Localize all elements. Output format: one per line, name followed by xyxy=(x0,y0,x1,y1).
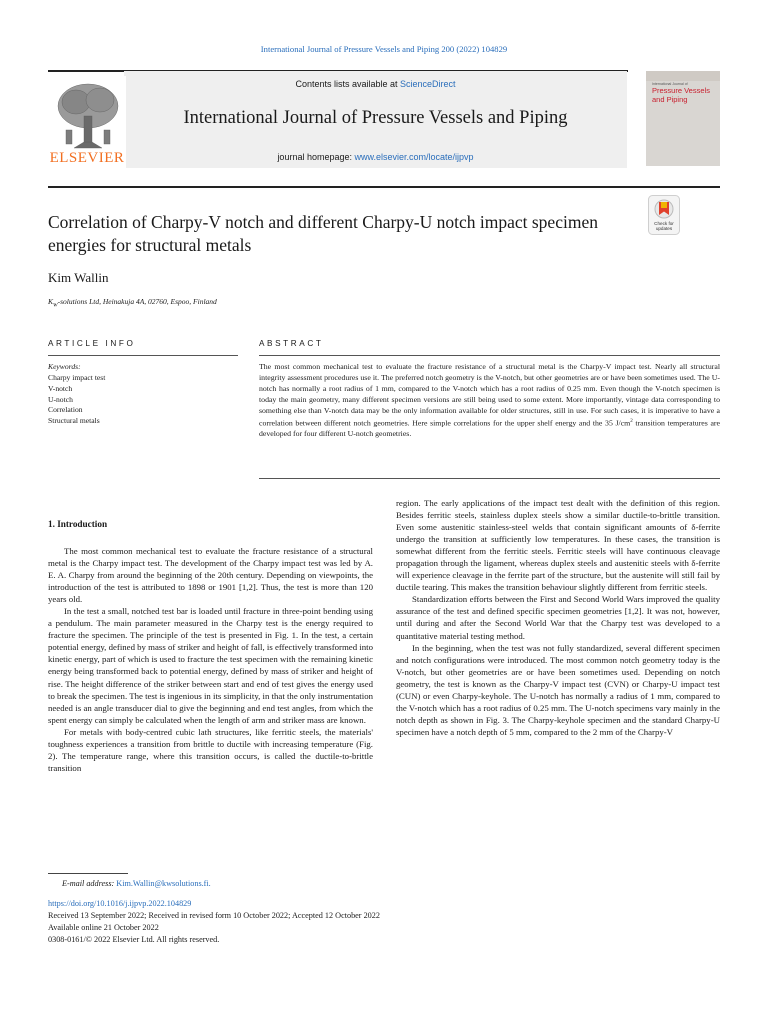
body-paragraph: The most common mechanical test to evaluate the fracture resistance of a structural metal is the Charpy impact test. The development of the Charpy impact test was led by A. E. A. Charpy from around the beginning of the 20th century. Depending on viewpoints, the introduction of the test is attributed to 1898 or 1901 [1,2]. Thus, the test is more than 120 years old. xyxy=(48,546,373,605)
footnote-rule xyxy=(48,873,128,874)
contents-prefix: Contents lists available at xyxy=(295,79,401,89)
body-right-column xyxy=(396,497,720,738)
keyword-item: Structural metals xyxy=(48,416,100,426)
introduction-heading: 1. Introduction xyxy=(48,519,108,529)
author-affiliation xyxy=(48,297,217,309)
abstract-text xyxy=(259,362,720,440)
journal-cover-thumbnail[interactable] xyxy=(646,71,720,166)
keyword-item: Correlation xyxy=(48,405,83,415)
abstract-rule xyxy=(259,355,720,356)
abstract-bottom-rule xyxy=(259,478,720,479)
header-bottom-rule xyxy=(48,186,720,188)
author-name[interactable]: Kim Wallin xyxy=(48,270,109,285)
keywords-label: Keywords: xyxy=(48,362,81,371)
abstract-body: The most common mechanical test to evaluate the fracture resistance of a structural metal is the Charpy-V impact test. Nearly all structural integrity assessment procedures use it. The preferred notch geometry is the V-notch, but other geometries are or have been sometimes used. The U-notch has normally a root radius of 1 mm, compared to the V-notch which has a root radius of 0.25 mm. Even though the V-notch specimen is today the main geometry, many different specimen versions are still being used to some extent. More importantly, vintage data corresponding to something else than V-notch data may be the only information available for older structures, still in use. For such cases, it is imperative to have a correlation between different notch geometries. Here simple correlations for the upper shelf energy and the 35 J/cm xyxy=(259,362,720,428)
keyword-item: Charpy impact test xyxy=(48,373,106,382)
svg-text:updates: updates xyxy=(655,226,673,231)
author-email-line xyxy=(62,879,211,888)
homepage-prefix: journal homepage: xyxy=(277,152,355,162)
affiliation-rest: -solutions Ltd, Heinakuja 4A, 02760, Espoo, Finland xyxy=(57,297,217,306)
abstract-heading: ABSTRACT xyxy=(259,339,324,348)
body-paragraph: In the beginning, when the test was not fully standardized, several different specimen and notch configurations were introduced. The most common notch geometry today is the V-notch, but other geometries are or have been sometimes used. Depending on notch geometry, the test is known as the Charpy-V impact test (CVN) or Charpy-U impact test (CUN) or even Charpy-keyhole. The U-notch has normally a radius of 1 mm, compared to the V-notch which has a root radius of 0.25 mm. The U-notch specimens vary mainly in the notch depth as shown in Fig. 3. The Charpy-keyhole specimen and the standard Charpy-U specimen have a notch depth of 5 mm, compared to the 2 mm of the Charpy-V xyxy=(396,642,720,737)
body-paragraph: Standardization efforts between the First and Second World Wars improved the quality assurance of the test and defined specific specimen geometries [1,2]. It was not, however, until during and after the Second World War that the Charpy test was developed to a quantitative material testing method. xyxy=(396,594,720,641)
affiliation-prefix: K xyxy=(48,297,54,306)
abstract-superscript: 2 xyxy=(630,418,633,424)
article-info-heading: ARTICLE INFO xyxy=(48,339,136,348)
article-info-rule xyxy=(48,355,238,356)
journal-homepage-line xyxy=(124,152,627,162)
author-email-link[interactable]: Kim.Wallin@kwsolutions.fi. xyxy=(116,879,211,888)
keywords-list xyxy=(48,373,105,427)
received-dates: Received 13 September 2022; Received in revised form 10 October 2022; Accepted 12 October 2022 xyxy=(48,911,380,920)
contents-availability-line xyxy=(124,79,627,89)
email-label: E-mail address: xyxy=(62,879,117,888)
affiliation-subscript: W xyxy=(53,302,58,309)
copyright-notice: 0308-0161/© 2022 Elsevier Ltd. All rights reserved. xyxy=(48,935,220,944)
elsevier-wordmark: ELSEVIER xyxy=(49,150,125,166)
cover-title: Pressure Vessels and Piping xyxy=(652,86,710,104)
journal-homepage-link[interactable]: www.elsevier.com/locate/ijpvp xyxy=(354,152,474,162)
body-paragraph: For metals with body-centred cubic lath structures, like ferritic steels, the materials' toughness experiences a transition from brittle to ductile with increasing temperature (Fig. 2). The temperature range, where this transition occurs, is called the ductile-to-brittle transition xyxy=(48,726,373,773)
doi-link[interactable]: https://doi.org/10.1016/j.ijpvp.2022.104829 xyxy=(48,899,192,908)
abstract-body-end: transition temperatures are developed for four different U-notch geometries. xyxy=(259,418,720,439)
body-left-column xyxy=(48,545,373,774)
cover-top-strip xyxy=(646,71,720,81)
available-online-date: Available online 21 October 2022 xyxy=(48,923,159,932)
cover-small-text: International Journal of xyxy=(652,82,688,86)
article-title: Correlation of Charpy-V notch and different Charpy-U notch impact specimen energies for structural metals xyxy=(48,212,598,255)
keyword-item: U-notch xyxy=(48,394,73,404)
journal-reference-link[interactable]: International Journal of Pressure Vessels and Piping 200 (2022) 104829 xyxy=(260,44,508,54)
keyword-item: V-notch xyxy=(48,383,73,393)
sciencedirect-link[interactable]: ScienceDirect xyxy=(400,79,456,89)
body-paragraph: region. The early applications of the impact test dealt with the definition of this region. Besides ferritic steels, stainless duplex steels show a similar ductile-to-brittle transition. Even some austenitic stainless-steel welds that contain significant amounts of δ-ferrite undergo the transition at sufficiently low temperatures. In these cases, the transition is somewhat different from the ferritic steels. Ferritic steels will have continuous cleavage propagation through the ligament, whereas duplex steels and austenitic steels with δ-ferrite will experience cleavage in the ferrite part of the structure, but the austenite will still fail by ductile tearing. This makes the transition behaviour slightly different from ferritic steels. xyxy=(396,498,720,593)
svg-text:Check for: Check for xyxy=(654,221,674,226)
check-for-updates-icon[interactable] xyxy=(648,195,680,235)
body-paragraph: In the test a small, notched test bar is loaded until fracture in three-point bending using a pendulum. The main parameter measured in the Charpy test is the energy required to fracture the specimen. The principle of the test is presented in Fig. 1. In the test, a certain potential energy, defined by mass of striker and height of fall, is effectively transformed into kinetic energy, part of which is used to fracture the test specimen with the remaining kinetic energy being transformed back to potential energy, defined by mass of striker and height of rise. The height difference of the striker between start and end of test gives the energy used to break the specimen. The test is ingenious in its simplicity, in that the only instrumentation needed is an angle transducer dial to give the beginning and end test angles, from which the spent energy can simply be calculated when the length of arm and striker mass are known. xyxy=(48,606,373,725)
journal-title: International Journal of Pressure Vessels and Piping xyxy=(183,108,568,128)
